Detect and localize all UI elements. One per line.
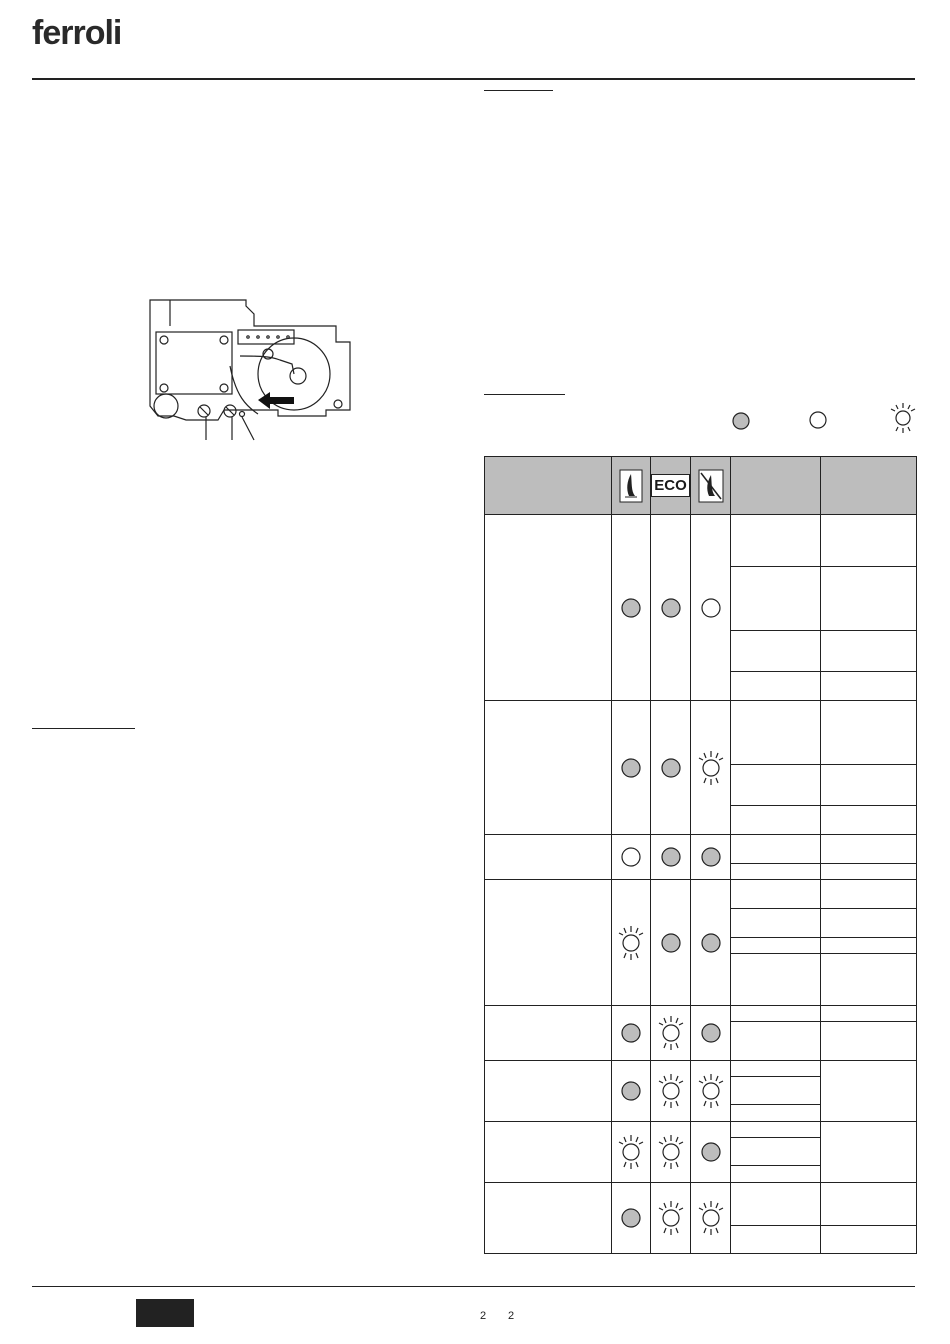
header-cell-summer	[612, 457, 651, 515]
led-status-table	[484, 456, 917, 1254]
legend-lamp-off-icon	[731, 411, 751, 431]
gas-valve-illustration	[146, 296, 356, 444]
section-heading-underline	[484, 90, 553, 91]
table-row	[485, 515, 917, 567]
table-row	[485, 1183, 917, 1226]
lamp-off-icon	[700, 1141, 722, 1163]
header-cell-a	[731, 457, 821, 515]
lamp-flashing-icon	[697, 1198, 725, 1238]
header-cell-status	[485, 457, 612, 515]
lamp-off-icon	[700, 932, 722, 954]
lamp-off-icon	[700, 1022, 722, 1044]
eco-icon: ECO	[651, 474, 690, 497]
winter-off-icon	[698, 469, 724, 503]
lamp-off-icon	[620, 757, 642, 779]
lamp-on-icon	[620, 846, 642, 868]
lamp-on-icon	[700, 597, 722, 619]
brand-logo: ferroli	[32, 14, 122, 52]
lamp-flashing-icon	[657, 1132, 685, 1172]
lamp-off-icon	[660, 846, 682, 868]
lamp-off-icon	[620, 1080, 642, 1102]
legend-lamp-on-icon	[808, 410, 828, 430]
footer-rule	[32, 1286, 915, 1287]
lamp-off-icon	[660, 597, 682, 619]
table-row	[485, 1061, 917, 1077]
header-cell-winter	[691, 457, 731, 515]
table-row	[485, 1006, 917, 1022]
lamp-off-icon	[620, 597, 642, 619]
section-heading-underline	[484, 394, 565, 395]
lamp-off-icon	[700, 846, 722, 868]
lamp-flashing-icon	[697, 748, 725, 788]
header-cell-b	[821, 457, 917, 515]
lamp-flashing-icon	[617, 923, 645, 963]
table-row	[485, 835, 917, 864]
lamp-flashing-icon	[697, 1071, 725, 1111]
lamp-flashing-icon	[657, 1198, 685, 1238]
legend-lamp-flashing-icon	[890, 400, 916, 436]
lamp-flashing-icon	[657, 1013, 685, 1053]
lamp-off-icon	[660, 757, 682, 779]
lamp-flashing-icon	[657, 1071, 685, 1111]
lamp-off-icon	[620, 1022, 642, 1044]
header-rule	[32, 78, 915, 80]
language-tab	[136, 1299, 194, 1327]
page-number: 2	[480, 1310, 487, 1322]
table-row	[485, 701, 917, 765]
header-cell-eco	[651, 457, 691, 515]
table-row	[485, 880, 917, 909]
section-heading-underline	[32, 728, 135, 729]
page-number: 2	[508, 1310, 515, 1322]
lamp-off-icon	[620, 1207, 642, 1229]
lamp-flashing-icon	[617, 1132, 645, 1172]
summer-icon	[619, 469, 643, 503]
lamp-off-icon	[660, 932, 682, 954]
table-row	[485, 1122, 917, 1138]
